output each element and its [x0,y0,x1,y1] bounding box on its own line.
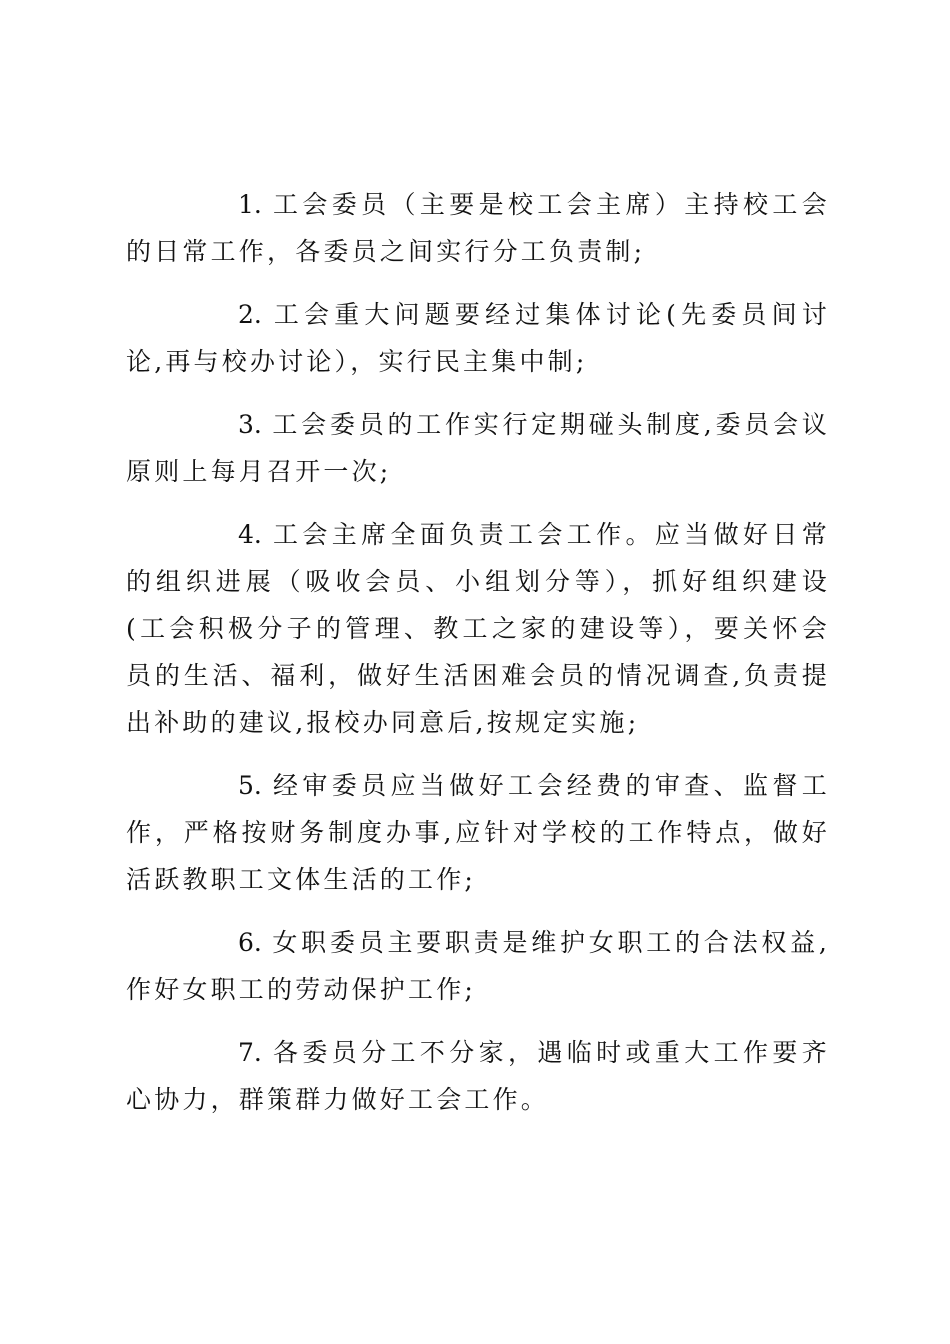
item-text: 工会重大问题要经过集体讨论(先委员间讨论,再与校办讨论），实行民主集中制; [126,300,830,376]
list-item [126,1029,830,1123]
list-item [126,919,830,1013]
item-number: 1. [238,190,262,219]
item-text: 各委员分工不分家，遇临时或重大工作要齐心协力，群策群力做好工会工作。 [126,1038,830,1114]
item-number: 2. [238,300,262,329]
list-item [126,291,830,385]
list-item [126,762,830,903]
item-number: 7. [238,1038,262,1067]
item-number: 3. [238,410,262,439]
list-item [126,511,830,746]
item-number: 4. [238,520,262,549]
item-number: 5. [238,771,262,800]
item-text: 经审委员应当做好工会经费的审查、监督工作，严格按财务制度办事,应针对学校的工作特点，做好活跃教职工文体生活的工作; [126,771,830,894]
list-item [126,401,830,495]
document-body [126,181,830,1139]
item-number: 6. [238,928,262,957]
item-text: 工会委员（主要是校工会主席）主持校工会的日常工作，各委员之间实行分工负责制; [126,190,830,266]
item-text: 工会委员的工作实行定期碰头制度,委员会议原则上每月召开一次; [126,410,830,486]
item-text: 女职委员主要职责是维护女职工的合法权益,作好女职工的劳动保护工作; [126,928,830,1004]
item-text: 工会主席全面负责工会工作。应当做好日常的组织进展（吸收会员、小组划分等），抓好组织建设(工会积极分子的管理、教工之家的建设等），要关怀会员的生活、福利，做好生活困难会员的情况调查,负责提出补助的建议,报校办同意后,按规定实施; [126,520,830,737]
list-item [126,181,830,275]
